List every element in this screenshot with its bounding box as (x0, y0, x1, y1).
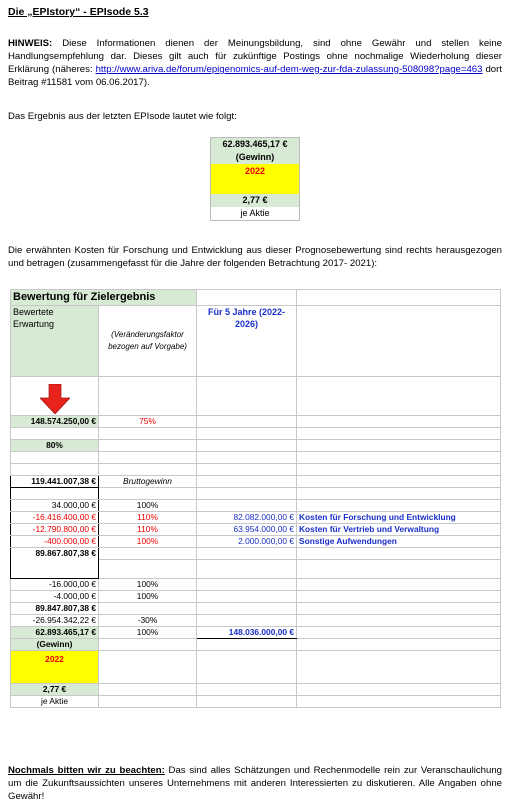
net-year: 2022 (11, 650, 99, 683)
factor-header: (Veränderungsfaktor bezogen auf Vorgabe) (99, 306, 197, 377)
net-gain-label: (Gewinn) (11, 638, 99, 650)
factor-16k: 100% (99, 578, 197, 590)
value-other: -400.000,00 € (11, 536, 99, 548)
five-year-other: 2.000.000,00 € (197, 536, 297, 548)
result-intro: Das Ergebnis aus der letzten EPIsode lautet wie folgt: (8, 111, 237, 122)
five-year-total: 148.036.000,00 € (197, 626, 297, 638)
forum-link[interactable]: http://www.ariva.de/forum/epigenomics-auf-dem-weg-zur-fda-zulassung-508098?page=463 (95, 64, 483, 75)
disclaimer (8, 37, 502, 89)
label-other: Sonstige Aufwendungen (297, 536, 501, 548)
value-34k: 34.000,00 € (11, 500, 99, 512)
factor-75: 75% (99, 416, 197, 428)
label-research: Kosten für Forschung und Entwicklung (297, 512, 501, 524)
summary-spacer (211, 180, 299, 194)
factor-net: 100% (99, 626, 197, 638)
net-per-share-label: je Aktie (11, 695, 99, 707)
costs-intro: Die erwähnten Kosten für Forschung und Entwicklung aus dieser Prognosebewertung sind rechts herausgezogen und betragen (zusammengefasst für die Jahre der folgenden Betrachtung 2017- 2021): (8, 245, 502, 269)
summary-year: 2022 (211, 164, 299, 180)
page-title: Die „EPIstory“ - EPIsode 5.3 (8, 6, 149, 18)
value-sales: -12.790.800,00 € (11, 524, 99, 536)
value-net: 62.893.465,17 € (11, 626, 99, 638)
summary-per-share-label: je Aktie (240, 208, 270, 218)
five-year-sales: 63.954.000,00 € (197, 524, 297, 536)
value-research: -16.416.400,00 € (11, 512, 99, 524)
footer-text: Das sind alles Schätzungen und Rechenmodelle rein zur Veranschaulichung um die Zukunftsaussichten unseres Unternehmens mit anderen Interessierten zu diskutieren. Alle Angaben ohne Gewähr! (8, 765, 502, 802)
factor-34k: 100% (99, 500, 197, 512)
valuation-table (10, 289, 501, 708)
disclaimer-text-end: dort Beitrag #11581 vom 06.06.2017). (8, 64, 503, 88)
value-16k: -16.000,00 € (11, 578, 99, 590)
value-tax: -26.954.342,22 € (11, 614, 99, 626)
footer-label: Nochmals bitten wir zu beachten: (8, 765, 165, 776)
value-148: 148.574.250,00 € (11, 416, 99, 428)
gross-profit-label: Bruttogewinn (99, 476, 197, 488)
down-arrow-icon (40, 384, 70, 414)
value-4k: -4.000,00 € (11, 590, 99, 602)
value-80-pct: 80% (11, 440, 99, 452)
factor-sales: 110% (99, 524, 197, 536)
five-year-header: Für 5 Jahre (2022-2026) (197, 306, 297, 377)
summary-value: 62.893.465,17 € (211, 138, 299, 151)
value-89b: 89.847.807,38 € (11, 602, 99, 614)
value-89a: 89.867.807,38 € (11, 548, 99, 560)
table-heading: Bewertung für Zielergebnis (11, 290, 197, 306)
factor-4k: 100% (99, 590, 197, 602)
arrow-cell (11, 377, 99, 416)
factor-other: 100% (99, 536, 197, 548)
summary-gain: (Gewinn) (211, 151, 299, 164)
summary-per-share: 2,77 € (211, 194, 299, 207)
five-year-research: 82.082.000,00 € (197, 512, 297, 524)
value-gross-profit: 119.441.007,38 € (11, 476, 99, 488)
disclaimer-text: Diese Informationen dienen der Meinungsbildung, sind ohne Gewähr und stellen keine Handlungsempfehlung dar. Dieses gilt auch für zukünftige Postings ohne nochmalige Wiederholung dieser Erklärung (näheres: (8, 38, 502, 75)
label-sales: Kosten für Vertrieb und Verwaltung (297, 524, 501, 536)
summary-box (210, 137, 300, 221)
net-per-share: 2,77 € (11, 683, 99, 695)
expected-header: Bewertete Erwartung (11, 306, 99, 377)
factor-research: 110% (99, 512, 197, 524)
disclaimer-label: HINWEIS: (8, 38, 53, 49)
footer-note (8, 764, 502, 803)
factor-tax: -30% (99, 614, 197, 626)
